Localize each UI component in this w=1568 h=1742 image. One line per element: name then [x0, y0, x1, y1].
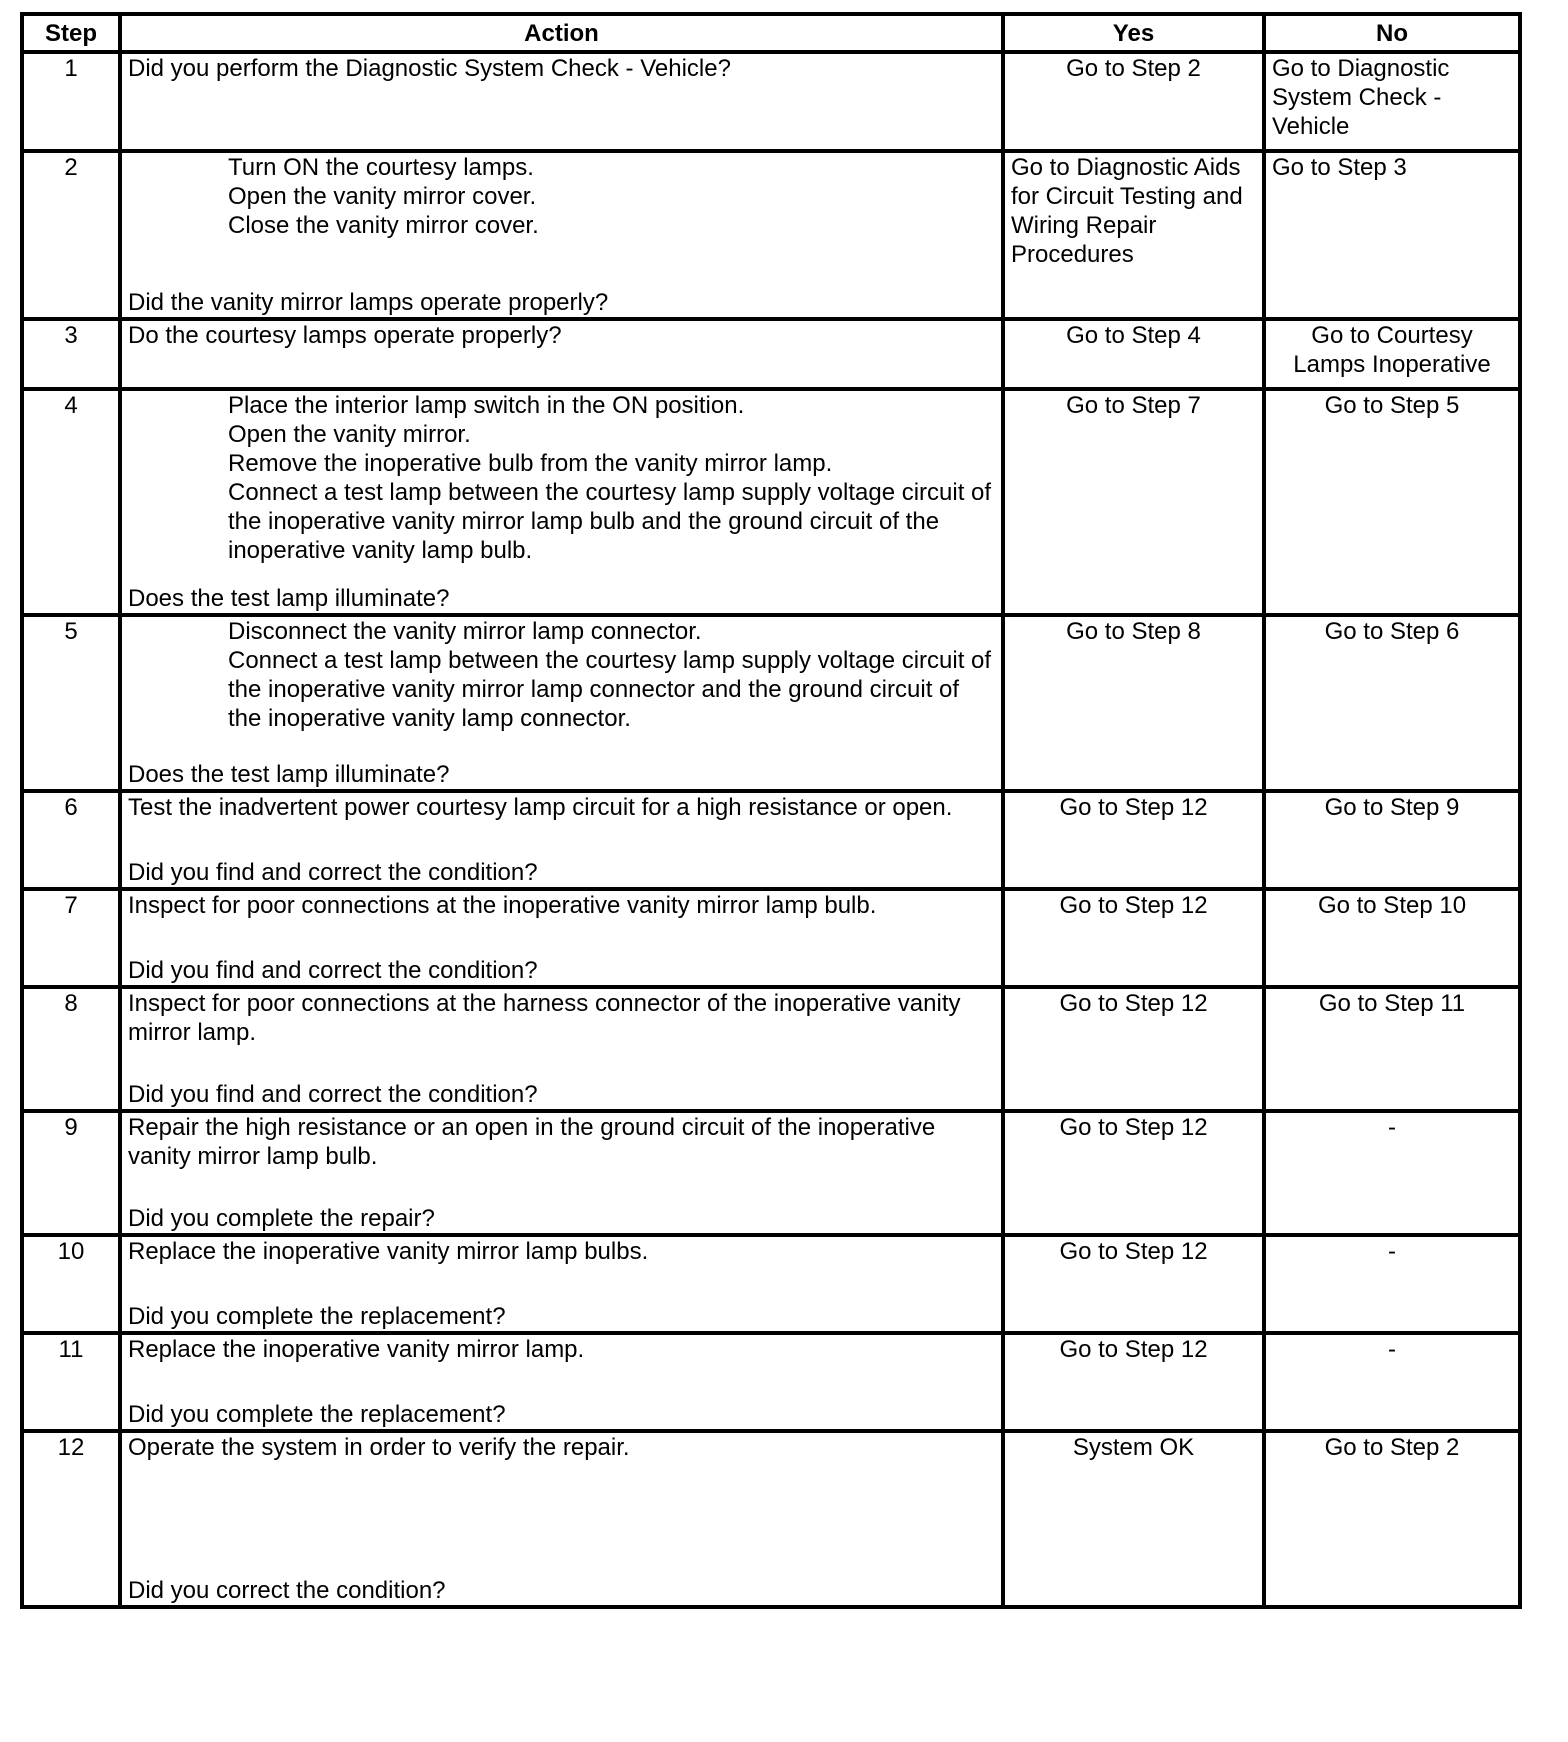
action-question: Did you complete the repair? [128, 1205, 435, 1232]
no-cell: Go to Step 6 [1264, 615, 1520, 791]
step-number: 1 [22, 52, 120, 151]
step-number: 10 [22, 1235, 120, 1333]
table-row [22, 52, 1520, 151]
yes-cell: Go to Step 4 [1003, 319, 1264, 389]
step-number: 7 [22, 889, 120, 987]
action-text: Repair the high resistance or an open in the ground circuit of the inoperative vanity mirror lamp bulb. [128, 1114, 936, 1170]
action-cell [120, 151, 1003, 319]
yes-cell: Go to Step 8 [1003, 615, 1264, 791]
substep: Close the vanity mirror cover. [228, 212, 539, 239]
yes-cell: Go to Step 12 [1003, 791, 1264, 889]
no-cell: Go to Step 5 [1264, 389, 1520, 615]
action-cell [120, 319, 1003, 389]
action-question: Did you complete the replacement? [128, 1401, 506, 1428]
table-row [22, 1431, 1520, 1607]
action-question: Does the test lamp illuminate? [128, 761, 450, 788]
no-cell: - [1264, 1333, 1520, 1431]
no-cell: Go to Step 10 [1264, 889, 1520, 987]
substep: Remove the inoperative bulb from the vanity mirror lamp. [228, 450, 833, 477]
action-question: Did you find and correct the condition? [128, 957, 538, 984]
table-row [22, 1333, 1520, 1431]
step-number: 12 [22, 1431, 120, 1607]
action-cell [120, 889, 1003, 987]
substep: Connect a test lamp between the courtesy lamp supply voltage circuit of the inoperative vanity mirror lamp connector and the ground circuit of the inoperative vanity lamp connector. [228, 647, 992, 732]
yes-cell: Go to Step 12 [1003, 987, 1264, 1111]
table-row [22, 319, 1520, 389]
action-cell [120, 52, 1003, 151]
substep: Open the vanity mirror. [228, 421, 471, 448]
action-cell [120, 987, 1003, 1111]
table-row [22, 987, 1520, 1111]
yes-cell: Go to Step 12 [1003, 1333, 1264, 1431]
no-cell: Go to Diagnostic System Check - Vehicle [1264, 52, 1520, 151]
no-cell: Go to Step 2 [1264, 1431, 1520, 1607]
no-cell: - [1264, 1111, 1520, 1235]
step-number: 8 [22, 987, 120, 1111]
yes-cell: Go to Step 12 [1003, 1111, 1264, 1235]
action-question: Did the vanity mirror lamps operate properly? [128, 289, 609, 316]
table-row [22, 1111, 1520, 1235]
table-header-row [22, 14, 1520, 52]
substep: Connect a test lamp between the courtesy lamp supply voltage circuit of the inoperative vanity mirror lamp bulb and the ground circuit of the inoperative vanity lamp bulb. [228, 479, 992, 564]
no-cell: - [1264, 1235, 1520, 1333]
action-question: Did you find and correct the condition? [128, 1081, 538, 1108]
yes-cell: Go to Step 2 [1003, 52, 1264, 151]
step-number: 3 [22, 319, 120, 389]
step-number: 5 [22, 615, 120, 791]
table-row [22, 151, 1520, 319]
diagnostic-table [20, 12, 1522, 1609]
yes-cell: Go to Step 12 [1003, 889, 1264, 987]
action-question: Does the test lamp illuminate? [128, 585, 450, 612]
table-row [22, 889, 1520, 987]
no-cell: Go to Step 9 [1264, 791, 1520, 889]
header-no: No [1264, 14, 1520, 52]
header-step: Step [22, 14, 120, 52]
action-cell [120, 1111, 1003, 1235]
substep: Disconnect the vanity mirror lamp connector. [228, 618, 702, 645]
action-text: Did you perform the Diagnostic System Check - Vehicle? [128, 55, 731, 82]
action-question: Did you find and correct the condition? [128, 859, 538, 886]
step-number: 9 [22, 1111, 120, 1235]
action-text: Test the inadvertent power courtesy lamp circuit for a high resistance or open. [128, 794, 953, 821]
yes-cell: Go to Step 7 [1003, 389, 1264, 615]
substep: Turn ON the courtesy lamps. [228, 154, 534, 181]
table-row [22, 1235, 1520, 1333]
action-cell [120, 1235, 1003, 1333]
action-cell [120, 791, 1003, 889]
no-cell: Go to Step 11 [1264, 987, 1520, 1111]
substep: Open the vanity mirror cover. [228, 183, 537, 210]
step-number: 11 [22, 1333, 120, 1431]
step-number: 2 [22, 151, 120, 319]
action-question: Did you complete the replacement? [128, 1303, 506, 1330]
yes-cell: Go to Step 12 [1003, 1235, 1264, 1333]
substep: Place the interior lamp switch in the ON position. [228, 392, 745, 419]
table-row [22, 791, 1520, 889]
action-text: Do the courtesy lamps operate properly? [128, 322, 562, 349]
action-cell [120, 389, 1003, 615]
step-number: 6 [22, 791, 120, 889]
action-text: Replace the inoperative vanity mirror lamp. [128, 1336, 585, 1363]
table-row [22, 389, 1520, 615]
header-yes: Yes [1003, 14, 1264, 52]
yes-cell: Go to Diagnostic Aids for Circuit Testing and Wiring Repair Procedures [1003, 151, 1264, 319]
action-text: Inspect for poor connections at the harness connector of the inoperative vanity mirror lamp. [128, 990, 961, 1046]
action-cell [120, 615, 1003, 791]
action-cell [120, 1431, 1003, 1607]
action-text: Inspect for poor connections at the inoperative vanity mirror lamp bulb. [128, 892, 877, 919]
action-text: Replace the inoperative vanity mirror lamp bulbs. [128, 1238, 649, 1265]
table-row [22, 615, 1520, 791]
step-number: 4 [22, 389, 120, 615]
no-cell: Go to Step 3 [1264, 151, 1520, 319]
action-text: Operate the system in order to verify the repair. [128, 1434, 630, 1461]
header-action: Action [120, 14, 1003, 52]
action-question: Did you correct the condition? [128, 1577, 446, 1604]
no-cell: Go to Courtesy Lamps Inoperative [1264, 319, 1520, 389]
yes-cell: System OK [1003, 1431, 1264, 1607]
diagnostic-table-container [20, 12, 1522, 1609]
action-cell [120, 1333, 1003, 1431]
